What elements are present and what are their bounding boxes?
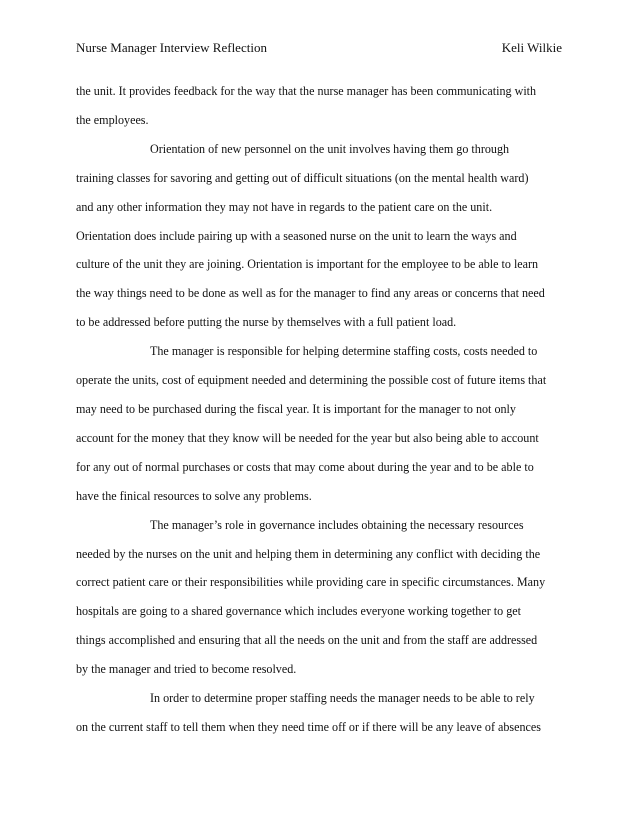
text-line: may need to be purchased during the fiscal year. It is important for the manager to not only <box>76 401 516 416</box>
text-line: the employees. <box>76 112 149 127</box>
body-text <box>76 77 562 742</box>
text-line: on the current staff to tell them when they need time off or if there will be any leave of absences <box>76 719 541 734</box>
text-line: the way things need to be done as well as for the manager to find any areas or concerns that need <box>76 286 545 301</box>
page-header <box>76 40 562 56</box>
text-line: Orientation of new personnel on the unit involves having them go through <box>150 141 510 156</box>
text-line: The manager is responsible for helping determine staffing costs, costs needed to <box>150 344 538 359</box>
header-author: Keli Wilkie <box>501 40 562 55</box>
text-line: needed by the nurses on the unit and helping them in determining any conflict with deciding the <box>76 546 541 561</box>
text-line: Orientation does include pairing up with a seasoned nurse on the unit to learn the ways and <box>76 228 517 243</box>
text-line: hospitals are going to a shared governance which includes everyone working together to get <box>76 604 521 619</box>
text-line: to be addressed before putting the nurse by themselves with a full patient load. <box>76 315 457 330</box>
text-line: for any out of normal purchases or costs that may come about during the year and to be able to <box>76 459 534 474</box>
text-line: correct patient care or their responsibilities while providing care in specific circumstances. Many <box>76 575 546 590</box>
text-line: and any other information they may not have in regards to the patient care on the unit. <box>76 199 493 214</box>
text-line: account for the money that they know will be needed for the year but also being able to account <box>76 430 539 445</box>
text-line: In order to determine proper staffing needs the manager needs to be able to rely <box>150 691 535 706</box>
text-line: culture of the unit they are joining. Orientation is important for the employee to be able to learn <box>76 257 539 272</box>
text-line: operate the units, cost of equipment needed and determining the possible cost of future items that <box>76 373 547 388</box>
text-line: things accomplished and ensuring that all the needs on the unit and from the staff are addressed <box>76 633 538 648</box>
text-line: have the finical resources to solve any problems. <box>76 488 312 503</box>
text-line: training classes for savoring and getting out of difficult situations (on the mental health ward) <box>76 170 529 185</box>
text-line: The manager’s role in governance includes obtaining the necessary resources <box>150 517 524 532</box>
text-line: by the manager and tried to become resolved. <box>76 662 297 677</box>
header-title: Nurse Manager Interview Reflection <box>76 40 267 55</box>
text-line: the unit. It provides feedback for the way that the nurse manager has been communicating with <box>76 84 537 98</box>
